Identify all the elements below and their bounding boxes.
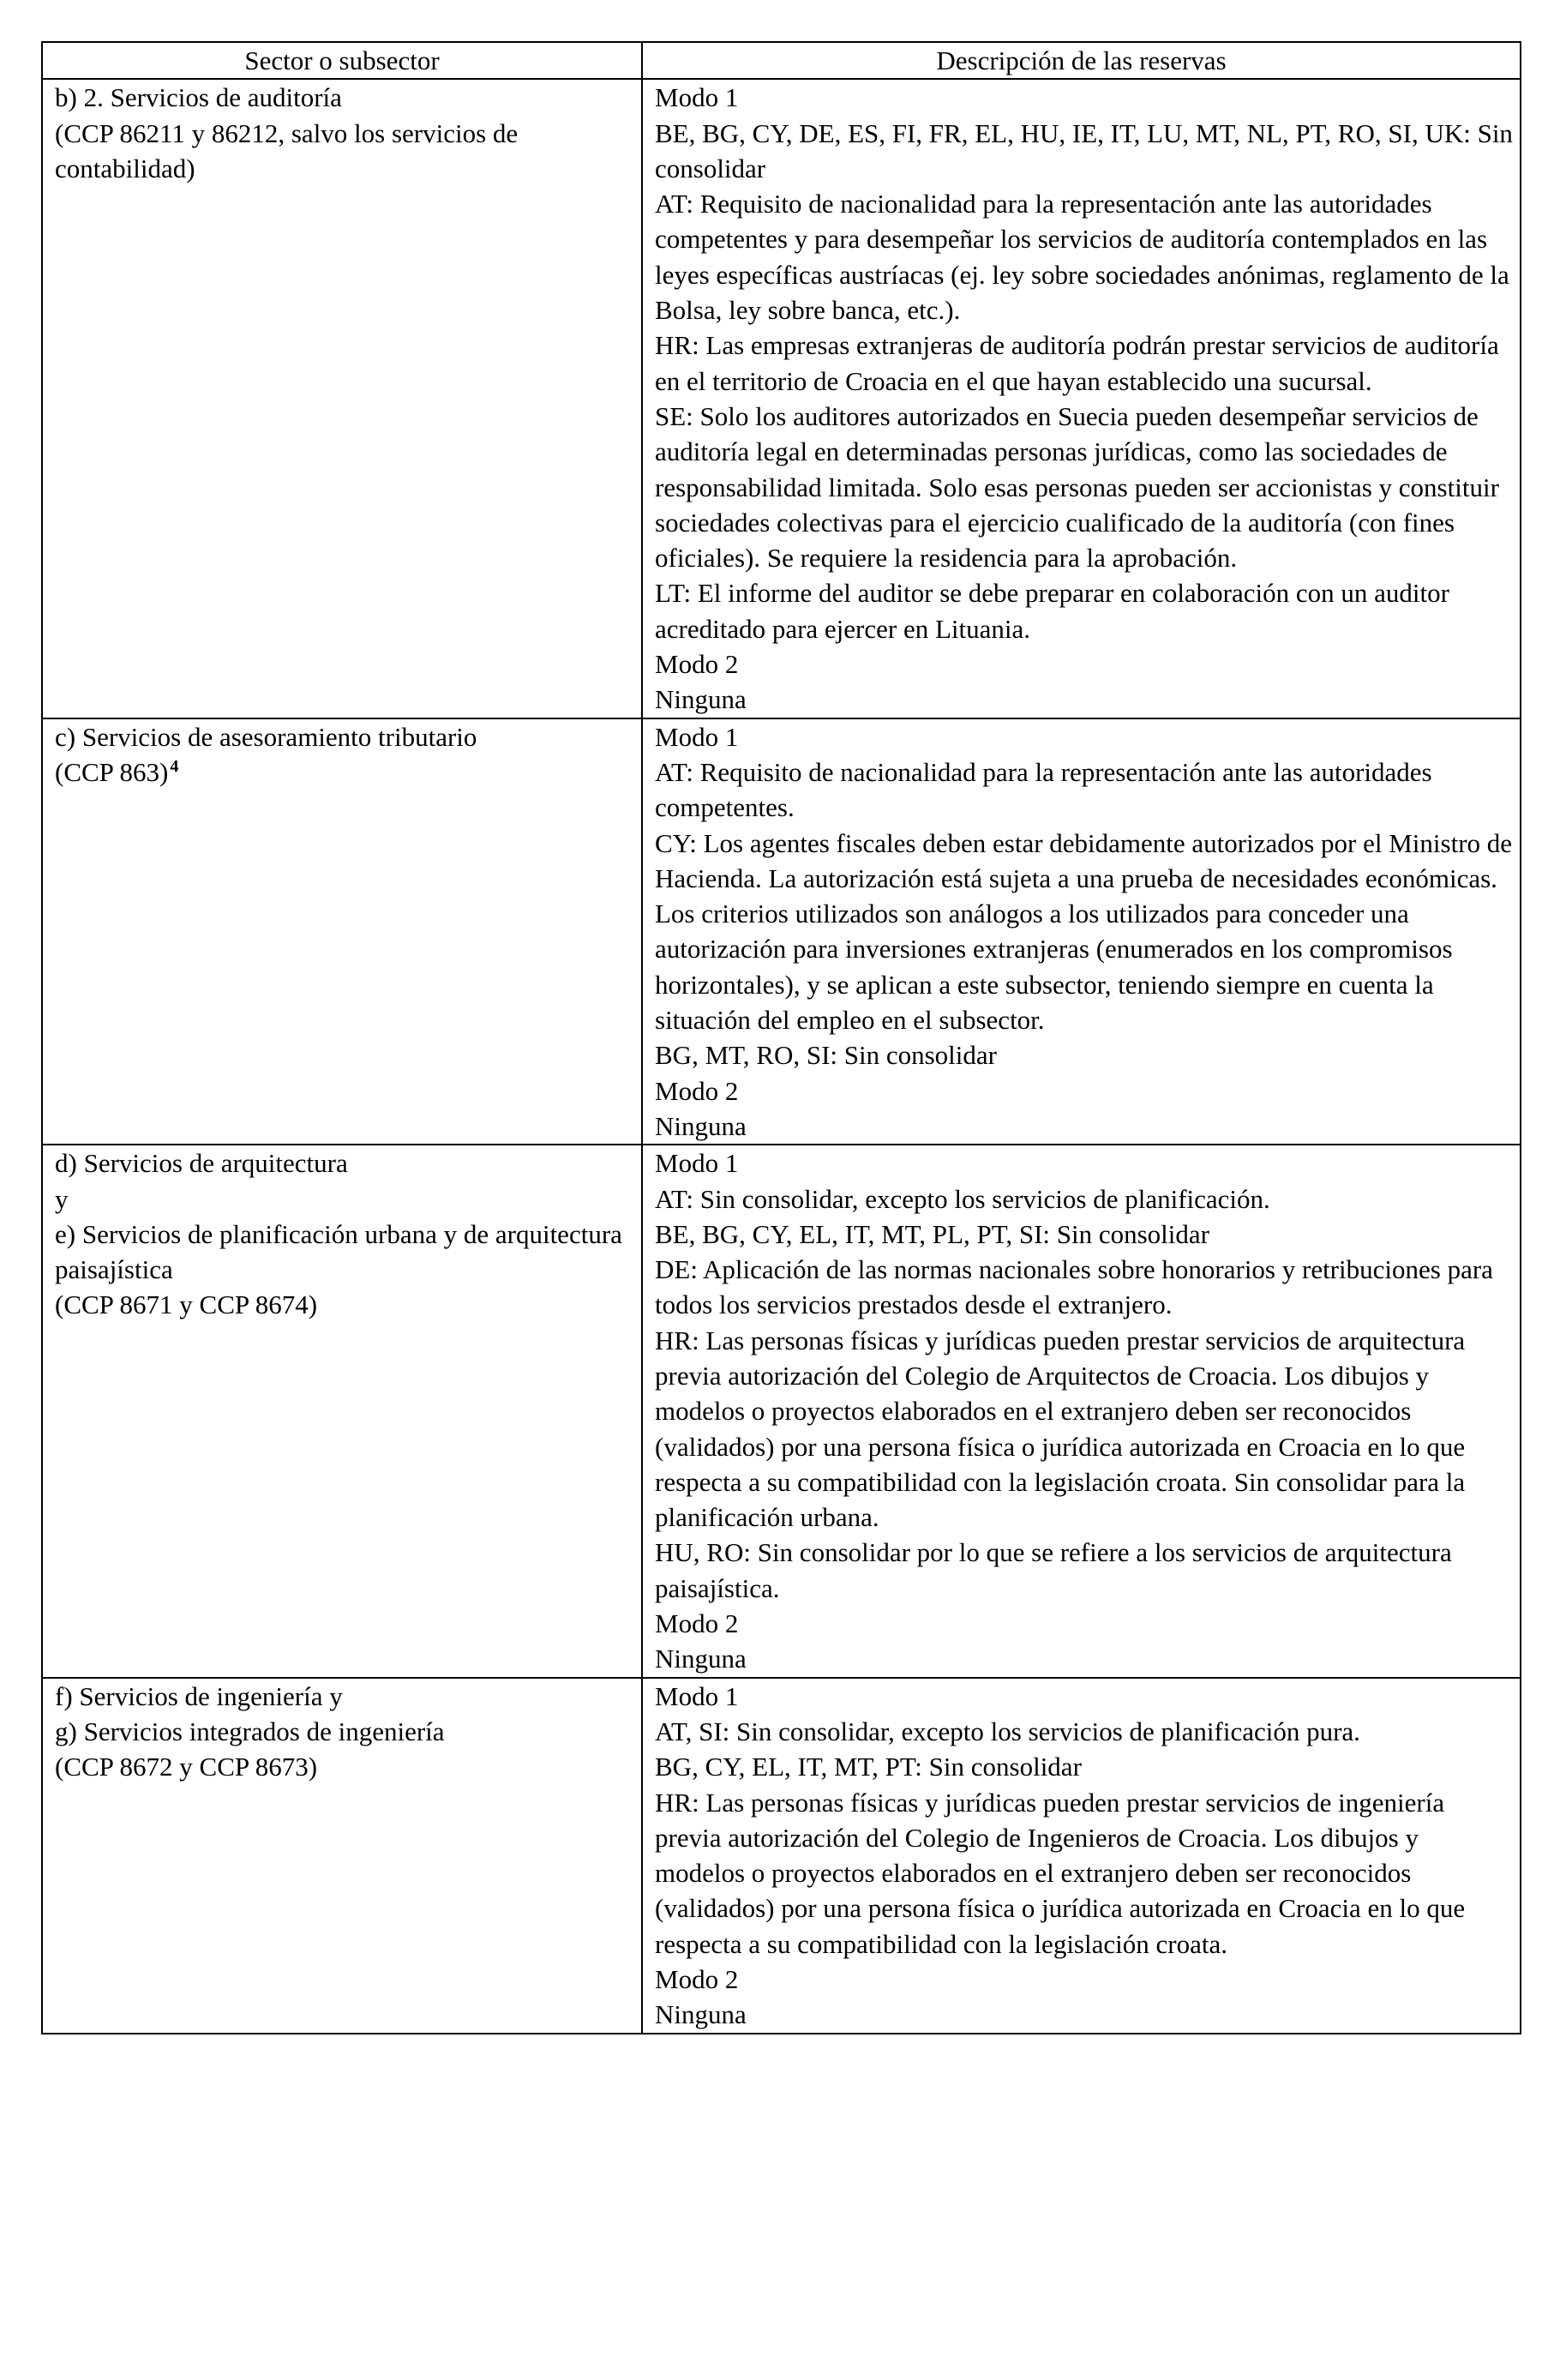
reserva-line: SE: Solo los auditores autorizados en Suecia pueden desempeñar servicios de auditoría legal en determinadas personas jurídicas, como las sociedades de responsabilidad limitada. Solo esas personas pueden ser accionistas y constituir sociedades colectivas para el ejercicio cualificado de la auditoría (con fines oficiales). Se requiere la residencia para la aprobación. [655, 400, 1499, 574]
reserva-line: BE, BG, CY, EL, IT, MT, PL, PT, SI: Sin consolidar [655, 1218, 1209, 1249]
reserva-line: BG, CY, EL, IT, MT, PT: Sin consolidar [655, 1752, 1082, 1782]
reserva-line: HR: Las personas físicas y jurídicas pueden prestar servicios de ingeniería previa autorización del Colegio de Ingenieros de Croacia. Los dibujos y modelos o proyectos elaborados en el extranjero deben ser reconocidos (validados) por una persona física o jurídica autorizada en Croacia en lo que respecta a su compatibilidad con la legislación croata. [655, 1787, 1466, 1959]
reservas-cell [642, 79, 1521, 718]
reserva-line: LT: El informe del auditor se debe preparar en colaboración con un auditor acreditado para ejercer en Lituania. [655, 578, 1449, 644]
table-row [42, 718, 1521, 1145]
reserva-line: Modo 2 [655, 649, 739, 680]
sector-line: (CCP 86211 y 86212, salvo los servicios de contabilidad) [55, 117, 519, 183]
sector-line: d) Servicios de arquitectura [55, 1148, 348, 1179]
sector-cell [42, 718, 642, 1145]
header-sector: Sector o subsector [42, 42, 642, 79]
table-row [42, 1145, 1521, 1677]
reserva-line: AT: Sin consolidar, excepto los servicios de planificación. [655, 1183, 1270, 1214]
sector-line: e) Servicios de planificación urbana y de arquitectura paisajística [55, 1218, 622, 1285]
sector-line [55, 754, 636, 790]
table-header-row [42, 42, 1521, 79]
reserva-line: BE, BG, CY, DE, ES, FI, FR, EL, HU, IE, IT, LU, MT, NL, PT, RO, SI, UK: Sin consolidar [655, 117, 1513, 183]
sector-line: y [55, 1183, 69, 1214]
reserva-line: Modo 2 [655, 1075, 739, 1106]
reservations-table [41, 41, 1521, 2034]
sector-line: (CCP 8672 y CCP 8673) [55, 1752, 318, 1782]
reserva-line: Modo 1 [655, 1680, 739, 1711]
footnote-marker[interactable]: 4 [170, 756, 179, 776]
reservas-cell [642, 1678, 1521, 2034]
reserva-line: HU, RO: Sin consolidar por lo que se refiere a los servicios de arquitectura paisajística. [655, 1537, 1452, 1603]
reserva-line: CY: Los agentes fiscales deben estar debidamente autorizados por el Ministro de Hacienda. La autorización está sujeta a una prueba de necesidades económicas. Los criterios utilizados son análogos a los utilizados para conceder una autorización para inversiones extranjeras (enumerados en los compromisos horizontales), y se aplican a este subsector, teniendo siempre en cuenta la situación del empleo en el subsector. [655, 827, 1513, 1036]
reserva-line: Modo 2 [655, 1608, 739, 1639]
reserva-line: HR: Las personas físicas y jurídicas pueden prestar servicios de arquitectura previa autorización del Colegio de Arquitectos de Croacia. Los dibujos y modelos o proyectos elaborados en el extranjero deben ser reconocidos (validados) por una persona física o jurídica autorizada en Croacia en lo que respecta a su compatibilidad con la legislación croata. Sin consolidar para la planificación urbana. [655, 1325, 1466, 1533]
table-row [42, 79, 1521, 718]
sector-cell [42, 1145, 642, 1677]
sector-cell [42, 79, 642, 718]
reserva-line: BG, MT, RO, SI: Sin consolidar [655, 1040, 997, 1071]
reserva-line: HR: Las empresas extranjeras de auditoría podrán prestar servicios de auditoría en el territorio de Croacia en el que hayan establecido una sucursal. [655, 330, 1499, 396]
reserva-line: Modo 1 [655, 721, 739, 752]
header-reservas: Descripción de las reservas [642, 42, 1521, 79]
reserva-line: Ninguna [655, 1999, 747, 2030]
reserva-line: DE: Aplicación de las normas nacionales sobre honorarios y retribuciones para todos los servicios prestados desde el extranjero. [655, 1254, 1493, 1320]
table-row [42, 1678, 1521, 2034]
reserva-line: Modo 2 [655, 1964, 739, 1995]
reserva-line: AT: Requisito de nacionalidad para la representación ante las autoridades competentes y para desempeñar los servicios de auditoría contemplados en las leyes específicas austríacas (ej. ley sobre sociedades anónimas, reglamento de la Bolsa, ley sobre banca, etc.). [655, 189, 1509, 326]
reservas-cell [642, 718, 1521, 1145]
reservas-cell [642, 1145, 1521, 1677]
sector-code: (CCP 863) [55, 756, 169, 787]
sector-cell [42, 1678, 642, 2034]
reserva-line: AT: Requisito de nacionalidad para la representación ante las autoridades competentes. [655, 756, 1432, 823]
reserva-line: Ninguna [655, 1110, 747, 1141]
reserva-line: Modo 1 [655, 82, 739, 113]
sector-line: f) Servicios de ingeniería y [55, 1680, 343, 1711]
reserva-line: AT, SI: Sin consolidar, excepto los servicios de planificación pura. [655, 1716, 1360, 1746]
reserva-line: Ninguna [655, 1644, 747, 1674]
sector-line: g) Servicios integrados de ingeniería [55, 1716, 445, 1746]
reserva-line: Modo 1 [655, 1148, 739, 1179]
sector-line: b) 2. Servicios de auditoría [55, 82, 342, 113]
reserva-line: Ninguna [655, 684, 747, 715]
sector-line: (CCP 8671 y CCP 8674) [55, 1289, 318, 1320]
sector-line: c) Servicios de asesoramiento tributario [55, 721, 477, 752]
